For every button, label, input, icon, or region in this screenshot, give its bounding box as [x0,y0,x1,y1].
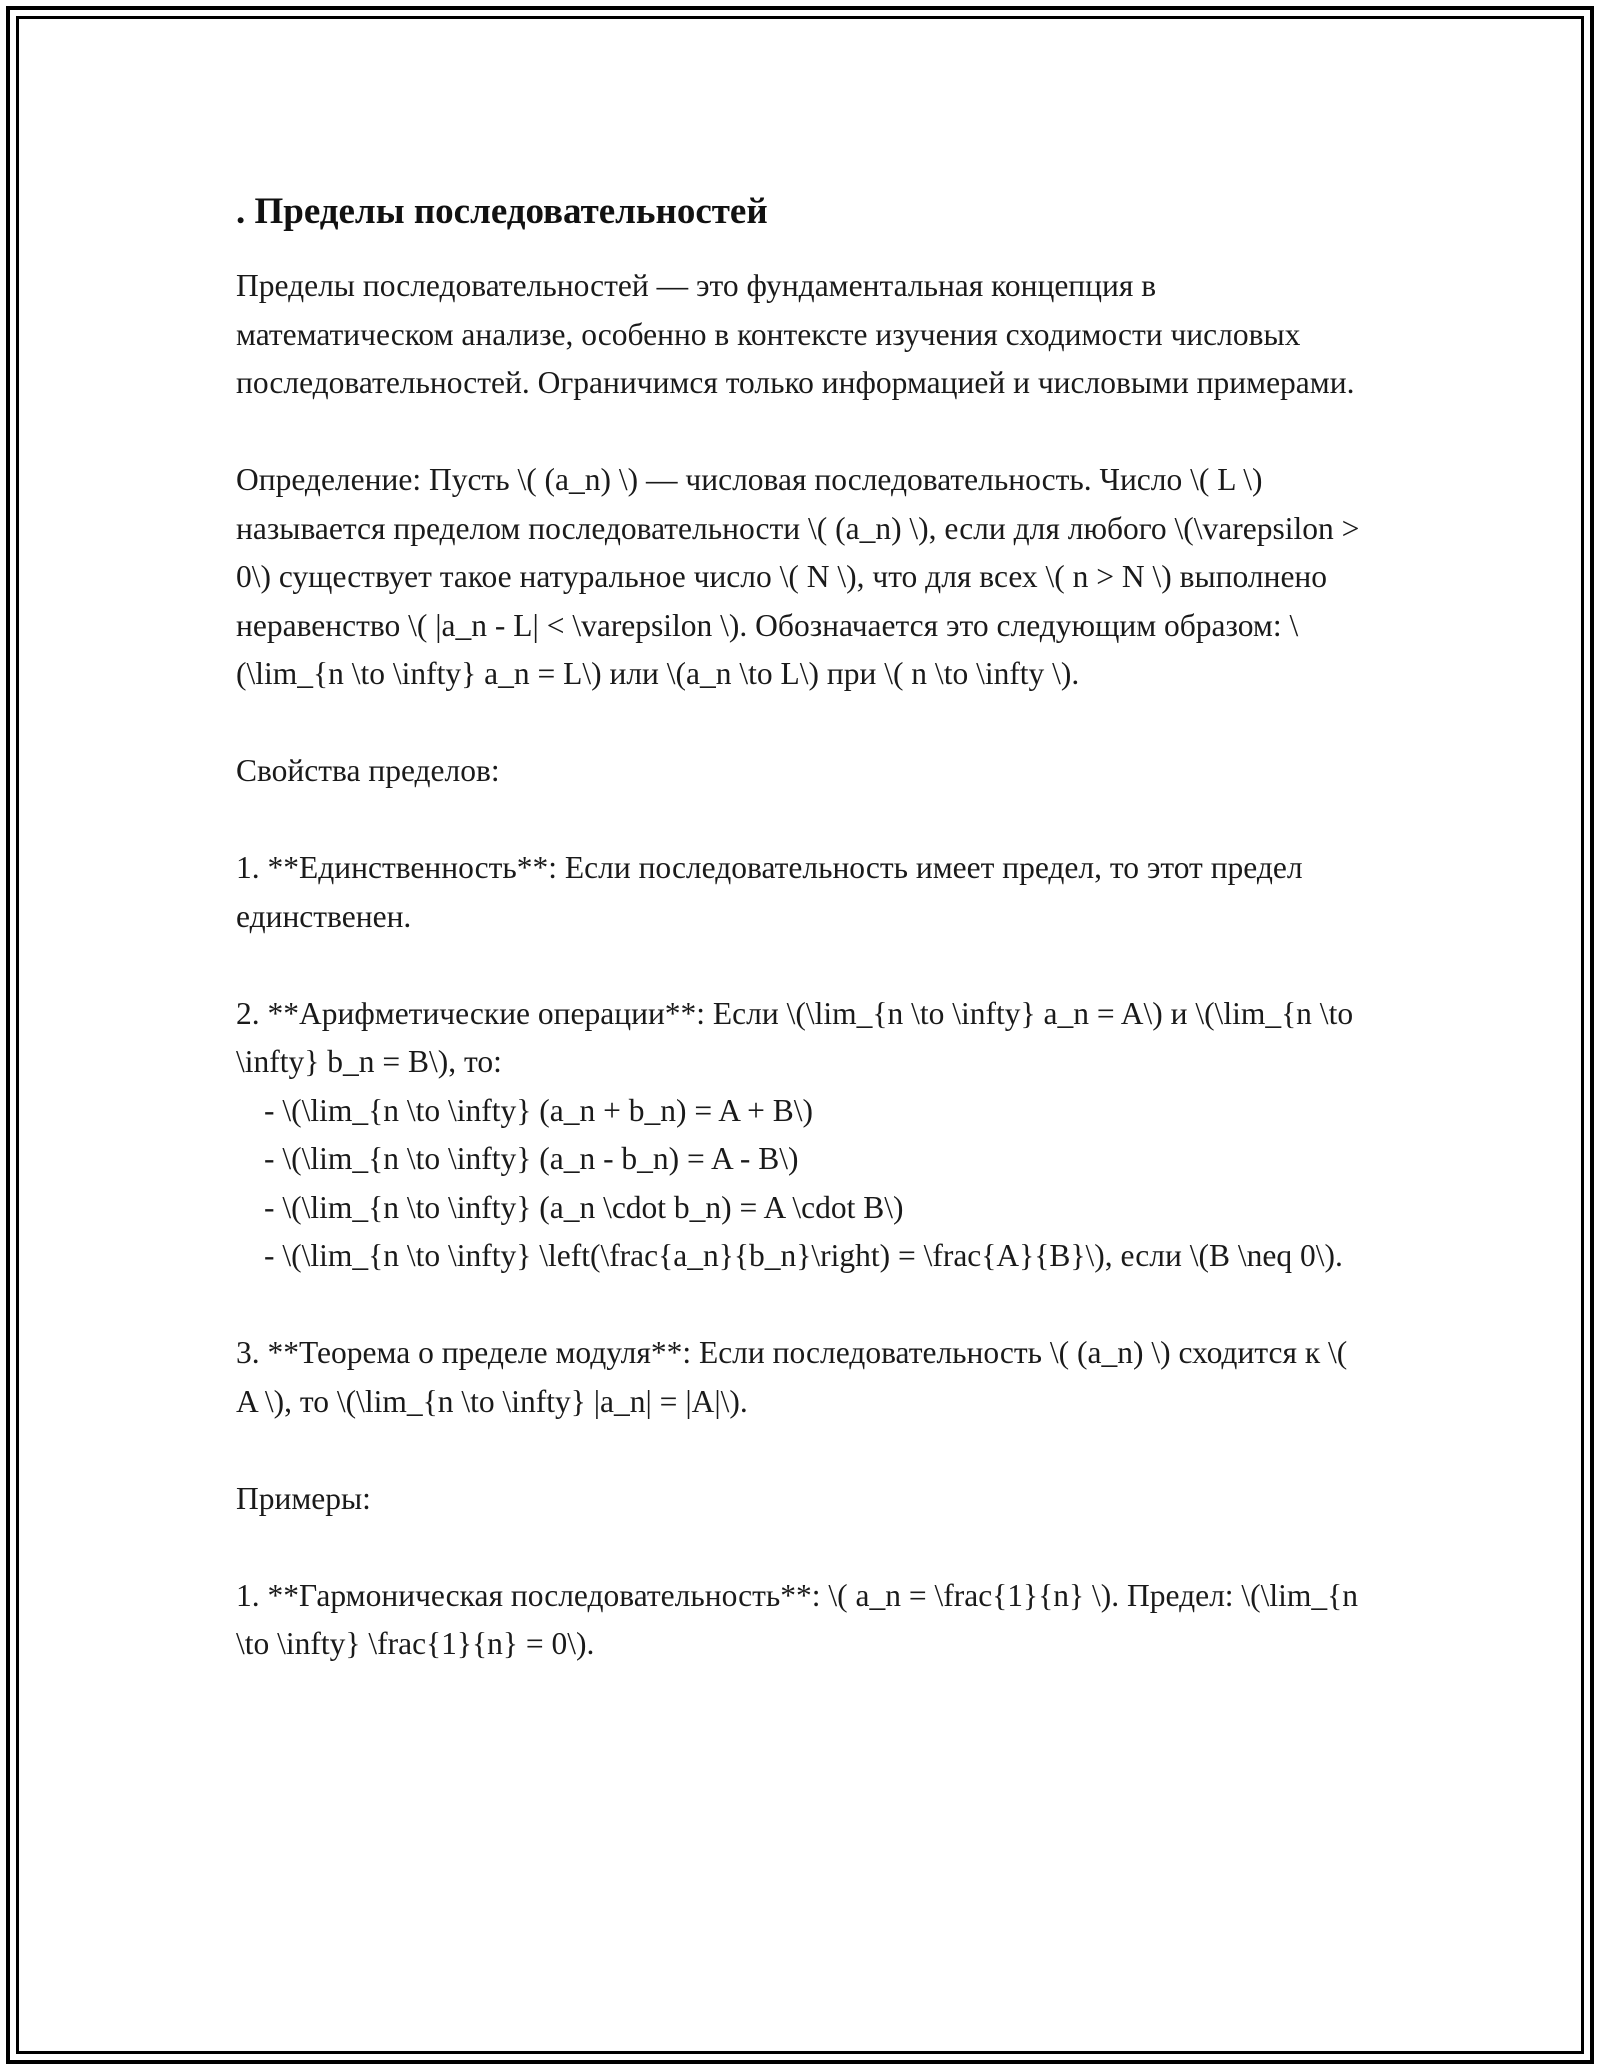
property-arithmetic: 2. **Арифметические операции**: Если \(\lim_{n \to \infty} a_n = A\) и \(\lim_{n \to \infty} b_n = B\), то: [236,995,1361,1079]
property-uniqueness: 1. **Единственность**: Если последовательность имеет предел, то этот предел единственен. [236,850,1311,934]
arithmetic-item-sum: - \(\lim_{n \to \infty} (a_n + b_n) = A + B\) [264,1092,814,1128]
arithmetic-item-difference: - \(\lim_{n \to \infty} (a_n - b_n) = A - B\) [264,1141,799,1176]
spacer [236,941,1376,990]
arithmetic-item-product: - \(\lim_{n \to \infty} (a_n \cdot b_n) = A \cdot B\) [264,1189,904,1225]
example-harmonic: 1. **Гармоническая последовательность**: \( a_n = \frac{1}{n} \). Предел: \(\lim_{n \to \infty} \frac{1}{n} = 0\). [236,1577,1366,1661]
spacer [236,1523,1376,1572]
spacer [236,1281,1376,1330]
spacer [236,1426,1376,1475]
spacer [236,408,1376,457]
document-title: . Пределы последовательностей [236,191,768,232]
spacer [236,796,1376,845]
document-body [236,184,1376,1669]
definition-paragraph: Определение: Пусть \( (a_n) \) — числовая последовательность. Число \( L \) называется пределом последовательности \( (a_n) \), если для любого \(\varepsilon > 0\) существует такое натуральное число \( N \), что для всех \( n > N \) выполнено неравенство \( |a_n - L| < \varepsilon \). Обозначается это следующим образом: \(\lim_{n \to \infty} a_n = L\) или \(a_n \to L\) при \( n \to \infty \). [236,462,1368,691]
examples-heading: Примеры: [236,1480,371,1516]
spacer [236,699,1376,748]
intro-paragraph: Пределы последовательностей — это фундаментальная концепция в математическом анализе, особенно в контексте изучения сходимости числовых последовательностей. Ограничимся только информацией и числовыми примерами. [236,268,1355,400]
arithmetic-item-quotient: - \(\lim_{n \to \infty} \left(\frac{a_n}{b_n}\right) = \frac{A}{B}\), если \(B \neq 0\). [264,1238,1343,1273]
properties-heading: Свойства пределов: [236,753,500,788]
property-modulus-theorem: 3. **Теорема о пределе модуля**: Если последовательность \( (a_n) \) сходится к \( A \), то \(\lim_{n \to \infty} |a_n| = |A|\). [236,1335,1356,1419]
